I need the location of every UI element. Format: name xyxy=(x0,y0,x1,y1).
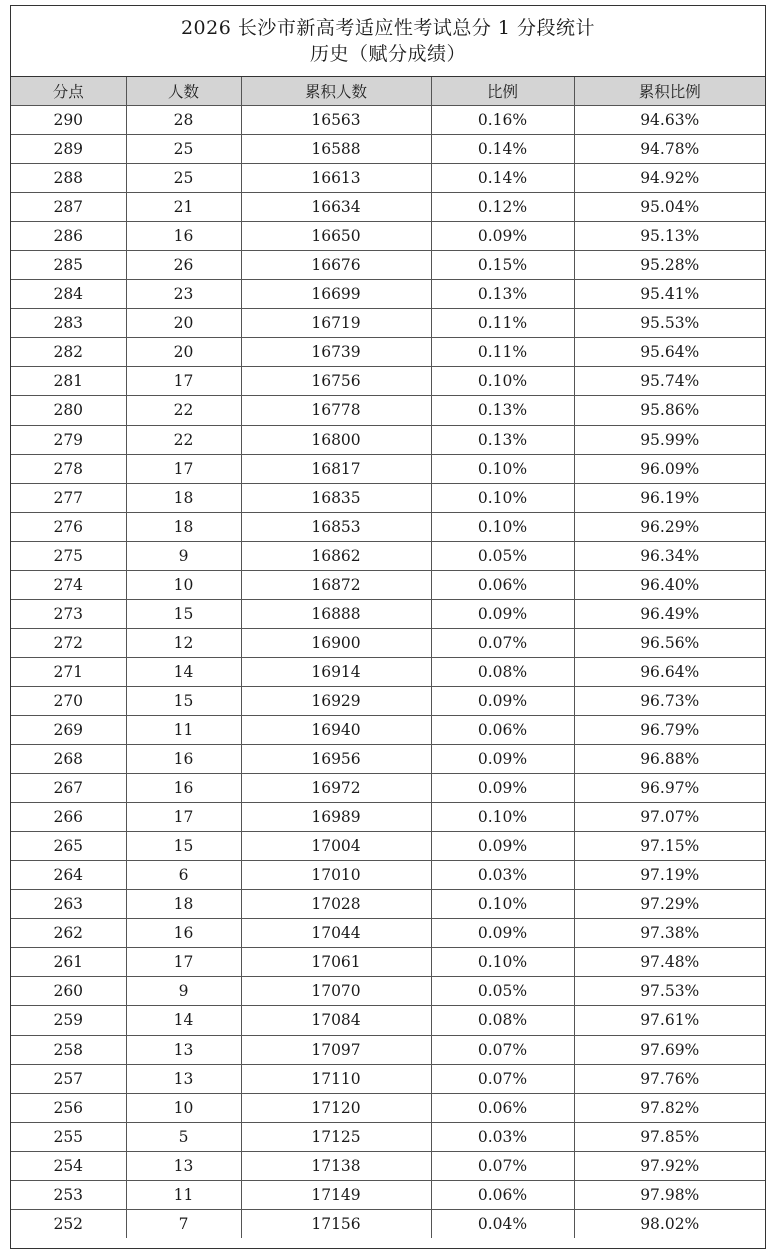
cell-score: 286 xyxy=(11,222,126,251)
cell-count: 6 xyxy=(126,861,241,890)
cell-cumulative-count: 16972 xyxy=(241,774,431,803)
cell-ratio: 0.14% xyxy=(431,164,574,193)
cell-ratio: 0.08% xyxy=(431,1006,574,1035)
cell-ratio: 0.07% xyxy=(431,1035,574,1064)
cell-cumulative-ratio: 95.53% xyxy=(574,309,765,338)
cell-cumulative-ratio: 96.34% xyxy=(574,541,765,570)
table-row xyxy=(11,425,765,454)
cell-ratio: 0.10% xyxy=(431,454,574,483)
cell-score: 284 xyxy=(11,280,126,309)
cell-count: 13 xyxy=(126,1151,241,1180)
cell-cumulative-count: 16914 xyxy=(241,657,431,686)
cell-score: 261 xyxy=(11,948,126,977)
cell-cumulative-count: 16778 xyxy=(241,396,431,425)
cell-count: 10 xyxy=(126,1093,241,1122)
cell-cumulative-ratio: 96.09% xyxy=(574,454,765,483)
cell-cumulative-count: 17028 xyxy=(241,890,431,919)
cell-cumulative-count: 16800 xyxy=(241,425,431,454)
cell-count: 18 xyxy=(126,483,241,512)
cell-cumulative-count: 16634 xyxy=(241,193,431,222)
cell-count: 17 xyxy=(126,454,241,483)
cell-cumulative-ratio: 94.78% xyxy=(574,135,765,164)
cell-score: 266 xyxy=(11,803,126,832)
table-row xyxy=(11,396,765,425)
cell-count: 26 xyxy=(126,251,241,280)
table-row xyxy=(11,454,765,483)
cell-score: 283 xyxy=(11,309,126,338)
cell-count: 22 xyxy=(126,425,241,454)
cell-count: 18 xyxy=(126,512,241,541)
cell-cumulative-count: 17061 xyxy=(241,948,431,977)
table-body xyxy=(11,106,765,1238)
table-row xyxy=(11,1035,765,1064)
cell-cumulative-ratio: 97.76% xyxy=(574,1064,765,1093)
cell-ratio: 0.07% xyxy=(431,1064,574,1093)
cell-cumulative-count: 17070 xyxy=(241,977,431,1006)
table-row xyxy=(11,745,765,774)
cell-cumulative-ratio: 96.56% xyxy=(574,628,765,657)
cell-score: 253 xyxy=(11,1180,126,1209)
cell-ratio: 0.10% xyxy=(431,512,574,541)
cell-count: 16 xyxy=(126,774,241,803)
cell-ratio: 0.13% xyxy=(431,425,574,454)
cell-ratio: 0.03% xyxy=(431,1122,574,1151)
cell-cumulative-count: 17149 xyxy=(241,1180,431,1209)
header-ratio: 比例 xyxy=(431,77,574,106)
table-row xyxy=(11,309,765,338)
cell-cumulative-count: 17084 xyxy=(241,1006,431,1035)
cell-count: 17 xyxy=(126,367,241,396)
cell-cumulative-ratio: 98.02% xyxy=(574,1209,765,1238)
cell-score: 255 xyxy=(11,1122,126,1151)
cell-cumulative-ratio: 95.28% xyxy=(574,251,765,280)
cell-cumulative-count: 17110 xyxy=(241,1064,431,1093)
cell-ratio: 0.05% xyxy=(431,977,574,1006)
table-row xyxy=(11,1122,765,1151)
cell-ratio: 0.10% xyxy=(431,890,574,919)
cell-ratio: 0.10% xyxy=(431,483,574,512)
cell-score: 282 xyxy=(11,338,126,367)
cell-cumulative-ratio: 97.61% xyxy=(574,1006,765,1035)
table-row xyxy=(11,1093,765,1122)
cell-score: 256 xyxy=(11,1093,126,1122)
cell-count: 16 xyxy=(126,919,241,948)
table-row xyxy=(11,657,765,686)
table-row xyxy=(11,919,765,948)
cell-cumulative-ratio: 95.41% xyxy=(574,280,765,309)
cell-score: 289 xyxy=(11,135,126,164)
header-count: 人数 xyxy=(126,77,241,106)
cell-cumulative-ratio: 96.19% xyxy=(574,483,765,512)
cell-score: 287 xyxy=(11,193,126,222)
header-score: 分点 xyxy=(11,77,126,106)
cell-ratio: 0.12% xyxy=(431,193,574,222)
cell-cumulative-ratio: 97.69% xyxy=(574,1035,765,1064)
cell-count: 17 xyxy=(126,948,241,977)
table-row xyxy=(11,1064,765,1093)
cell-cumulative-count: 16699 xyxy=(241,280,431,309)
cell-cumulative-count: 16756 xyxy=(241,367,431,396)
cell-cumulative-count: 16613 xyxy=(241,164,431,193)
cell-count: 13 xyxy=(126,1064,241,1093)
cell-cumulative-ratio: 97.15% xyxy=(574,832,765,861)
cell-score: 263 xyxy=(11,890,126,919)
cell-score: 273 xyxy=(11,599,126,628)
cell-cumulative-count: 17120 xyxy=(241,1093,431,1122)
table-row xyxy=(11,861,765,890)
cell-cumulative-count: 16650 xyxy=(241,222,431,251)
header-row xyxy=(11,77,765,106)
cell-count: 18 xyxy=(126,890,241,919)
header-cumulative-ratio: 累积比例 xyxy=(574,77,765,106)
cell-cumulative-count: 16835 xyxy=(241,483,431,512)
cell-count: 28 xyxy=(126,106,241,135)
cell-ratio: 0.16% xyxy=(431,106,574,135)
document-title: 2026 长沙市新高考适应性考试总分 1 分段统计 xyxy=(180,17,596,39)
cell-cumulative-ratio: 97.07% xyxy=(574,803,765,832)
cell-count: 5 xyxy=(126,1122,241,1151)
cell-score: 269 xyxy=(11,715,126,744)
cell-cumulative-ratio: 94.63% xyxy=(574,106,765,135)
table-row xyxy=(11,106,765,135)
header-cumulative-count: 累积人数 xyxy=(241,77,431,106)
table-row xyxy=(11,1209,765,1238)
cell-cumulative-count: 16739 xyxy=(241,338,431,367)
cell-cumulative-ratio: 96.40% xyxy=(574,570,765,599)
cell-cumulative-count: 16929 xyxy=(241,686,431,715)
cell-score: 272 xyxy=(11,628,126,657)
table-row xyxy=(11,338,765,367)
document-subtitle: 历史（赋分成绩） xyxy=(309,43,466,65)
table-row xyxy=(11,164,765,193)
cell-ratio: 0.11% xyxy=(431,309,574,338)
cell-score: 276 xyxy=(11,512,126,541)
cell-count: 10 xyxy=(126,570,241,599)
cell-cumulative-ratio: 96.49% xyxy=(574,599,765,628)
cell-cumulative-count: 16888 xyxy=(241,599,431,628)
cell-cumulative-count: 16588 xyxy=(241,135,431,164)
cell-ratio: 0.09% xyxy=(431,599,574,628)
cell-cumulative-ratio: 97.53% xyxy=(574,977,765,1006)
cell-count: 15 xyxy=(126,832,241,861)
cell-count: 14 xyxy=(126,657,241,686)
cell-ratio: 0.08% xyxy=(431,657,574,686)
cell-cumulative-ratio: 95.86% xyxy=(574,396,765,425)
title-block xyxy=(11,6,765,77)
cell-cumulative-ratio: 97.29% xyxy=(574,890,765,919)
table-row xyxy=(11,686,765,715)
table-row xyxy=(11,483,765,512)
cell-ratio: 0.09% xyxy=(431,774,574,803)
cell-score: 258 xyxy=(11,1035,126,1064)
cell-ratio: 0.11% xyxy=(431,338,574,367)
cell-count: 20 xyxy=(126,338,241,367)
cell-score: 277 xyxy=(11,483,126,512)
cell-cumulative-ratio: 95.13% xyxy=(574,222,765,251)
cell-cumulative-count: 16989 xyxy=(241,803,431,832)
cell-ratio: 0.07% xyxy=(431,1151,574,1180)
cell-count: 16 xyxy=(126,745,241,774)
cell-cumulative-ratio: 97.98% xyxy=(574,1180,765,1209)
cell-score: 281 xyxy=(11,367,126,396)
cell-cumulative-count: 16872 xyxy=(241,570,431,599)
cell-count: 9 xyxy=(126,541,241,570)
cell-ratio: 0.07% xyxy=(431,628,574,657)
cell-score: 279 xyxy=(11,425,126,454)
cell-cumulative-ratio: 94.92% xyxy=(574,164,765,193)
cell-count: 11 xyxy=(126,715,241,744)
cell-cumulative-count: 17097 xyxy=(241,1035,431,1064)
cell-count: 12 xyxy=(126,628,241,657)
cell-score: 265 xyxy=(11,832,126,861)
cell-ratio: 0.06% xyxy=(431,1093,574,1122)
cell-score: 252 xyxy=(11,1209,126,1238)
table-row xyxy=(11,599,765,628)
cell-cumulative-ratio: 97.19% xyxy=(574,861,765,890)
cell-cumulative-count: 16676 xyxy=(241,251,431,280)
table-row xyxy=(11,774,765,803)
table-row xyxy=(11,570,765,599)
cell-ratio: 0.09% xyxy=(431,832,574,861)
cell-count: 21 xyxy=(126,193,241,222)
score-distribution-document xyxy=(10,5,766,1249)
table-row xyxy=(11,251,765,280)
table-row xyxy=(11,1006,765,1035)
cell-ratio: 0.13% xyxy=(431,280,574,309)
cell-ratio: 0.06% xyxy=(431,715,574,744)
cell-ratio: 0.09% xyxy=(431,745,574,774)
table-row xyxy=(11,541,765,570)
cell-score: 254 xyxy=(11,1151,126,1180)
cell-count: 15 xyxy=(126,599,241,628)
cell-score: 267 xyxy=(11,774,126,803)
cell-cumulative-count: 16956 xyxy=(241,745,431,774)
cell-cumulative-ratio: 96.64% xyxy=(574,657,765,686)
cell-cumulative-ratio: 96.79% xyxy=(574,715,765,744)
cell-score: 260 xyxy=(11,977,126,1006)
cell-count: 23 xyxy=(126,280,241,309)
cell-ratio: 0.06% xyxy=(431,570,574,599)
cell-score: 280 xyxy=(11,396,126,425)
table-row xyxy=(11,803,765,832)
cell-count: 25 xyxy=(126,164,241,193)
table-row xyxy=(11,890,765,919)
table-row xyxy=(11,832,765,861)
cell-count: 11 xyxy=(126,1180,241,1209)
table-row xyxy=(11,193,765,222)
cell-cumulative-count: 16900 xyxy=(241,628,431,657)
cell-cumulative-count: 17010 xyxy=(241,861,431,890)
cell-cumulative-ratio: 97.82% xyxy=(574,1093,765,1122)
cell-score: 271 xyxy=(11,657,126,686)
table-row xyxy=(11,512,765,541)
cell-ratio: 0.09% xyxy=(431,686,574,715)
cell-count: 13 xyxy=(126,1035,241,1064)
cell-cumulative-count: 17004 xyxy=(241,832,431,861)
cell-cumulative-ratio: 97.38% xyxy=(574,919,765,948)
cell-score: 278 xyxy=(11,454,126,483)
cell-count: 16 xyxy=(126,222,241,251)
cell-count: 20 xyxy=(126,309,241,338)
cell-ratio: 0.09% xyxy=(431,222,574,251)
table-row xyxy=(11,367,765,396)
cell-cumulative-count: 16940 xyxy=(241,715,431,744)
cell-ratio: 0.03% xyxy=(431,861,574,890)
cell-ratio: 0.14% xyxy=(431,135,574,164)
cell-count: 15 xyxy=(126,686,241,715)
score-table xyxy=(11,77,765,1238)
cell-score: 288 xyxy=(11,164,126,193)
cell-ratio: 0.15% xyxy=(431,251,574,280)
cell-ratio: 0.13% xyxy=(431,396,574,425)
cell-cumulative-count: 16719 xyxy=(241,309,431,338)
table-row xyxy=(11,135,765,164)
cell-cumulative-count: 17044 xyxy=(241,919,431,948)
cell-cumulative-count: 16862 xyxy=(241,541,431,570)
cell-ratio: 0.10% xyxy=(431,367,574,396)
cell-cumulative-ratio: 97.92% xyxy=(574,1151,765,1180)
cell-cumulative-ratio: 95.99% xyxy=(574,425,765,454)
cell-cumulative-ratio: 95.04% xyxy=(574,193,765,222)
table-row xyxy=(11,1180,765,1209)
table-row xyxy=(11,948,765,977)
cell-cumulative-count: 16853 xyxy=(241,512,431,541)
cell-cumulative-ratio: 96.88% xyxy=(574,745,765,774)
cell-cumulative-ratio: 95.74% xyxy=(574,367,765,396)
table-row xyxy=(11,222,765,251)
table-row xyxy=(11,977,765,1006)
cell-cumulative-ratio: 95.64% xyxy=(574,338,765,367)
cell-score: 259 xyxy=(11,1006,126,1035)
cell-score: 275 xyxy=(11,541,126,570)
table-row xyxy=(11,715,765,744)
cell-score: 262 xyxy=(11,919,126,948)
cell-count: 7 xyxy=(126,1209,241,1238)
cell-score: 264 xyxy=(11,861,126,890)
cell-cumulative-count: 17156 xyxy=(241,1209,431,1238)
cell-ratio: 0.06% xyxy=(431,1180,574,1209)
table-row xyxy=(11,1151,765,1180)
cell-cumulative-count: 17138 xyxy=(241,1151,431,1180)
cell-ratio: 0.04% xyxy=(431,1209,574,1238)
cell-score: 274 xyxy=(11,570,126,599)
cell-cumulative-ratio: 97.85% xyxy=(574,1122,765,1151)
cell-ratio: 0.09% xyxy=(431,919,574,948)
cell-cumulative-ratio: 96.97% xyxy=(574,774,765,803)
cell-count: 25 xyxy=(126,135,241,164)
cell-cumulative-ratio: 97.48% xyxy=(574,948,765,977)
cell-score: 257 xyxy=(11,1064,126,1093)
cell-count: 17 xyxy=(126,803,241,832)
table-row xyxy=(11,280,765,309)
cell-count: 9 xyxy=(126,977,241,1006)
cell-cumulative-count: 16563 xyxy=(241,106,431,135)
cell-count: 14 xyxy=(126,1006,241,1035)
cell-score: 268 xyxy=(11,745,126,774)
cell-score: 285 xyxy=(11,251,126,280)
table-row xyxy=(11,628,765,657)
cell-score: 290 xyxy=(11,106,126,135)
cell-ratio: 0.10% xyxy=(431,803,574,832)
cell-count: 22 xyxy=(126,396,241,425)
cell-score: 270 xyxy=(11,686,126,715)
cell-cumulative-count: 17125 xyxy=(241,1122,431,1151)
cell-ratio: 0.05% xyxy=(431,541,574,570)
cell-ratio: 0.10% xyxy=(431,948,574,977)
cell-cumulative-ratio: 96.29% xyxy=(574,512,765,541)
cell-cumulative-count: 16817 xyxy=(241,454,431,483)
cell-cumulative-ratio: 96.73% xyxy=(574,686,765,715)
